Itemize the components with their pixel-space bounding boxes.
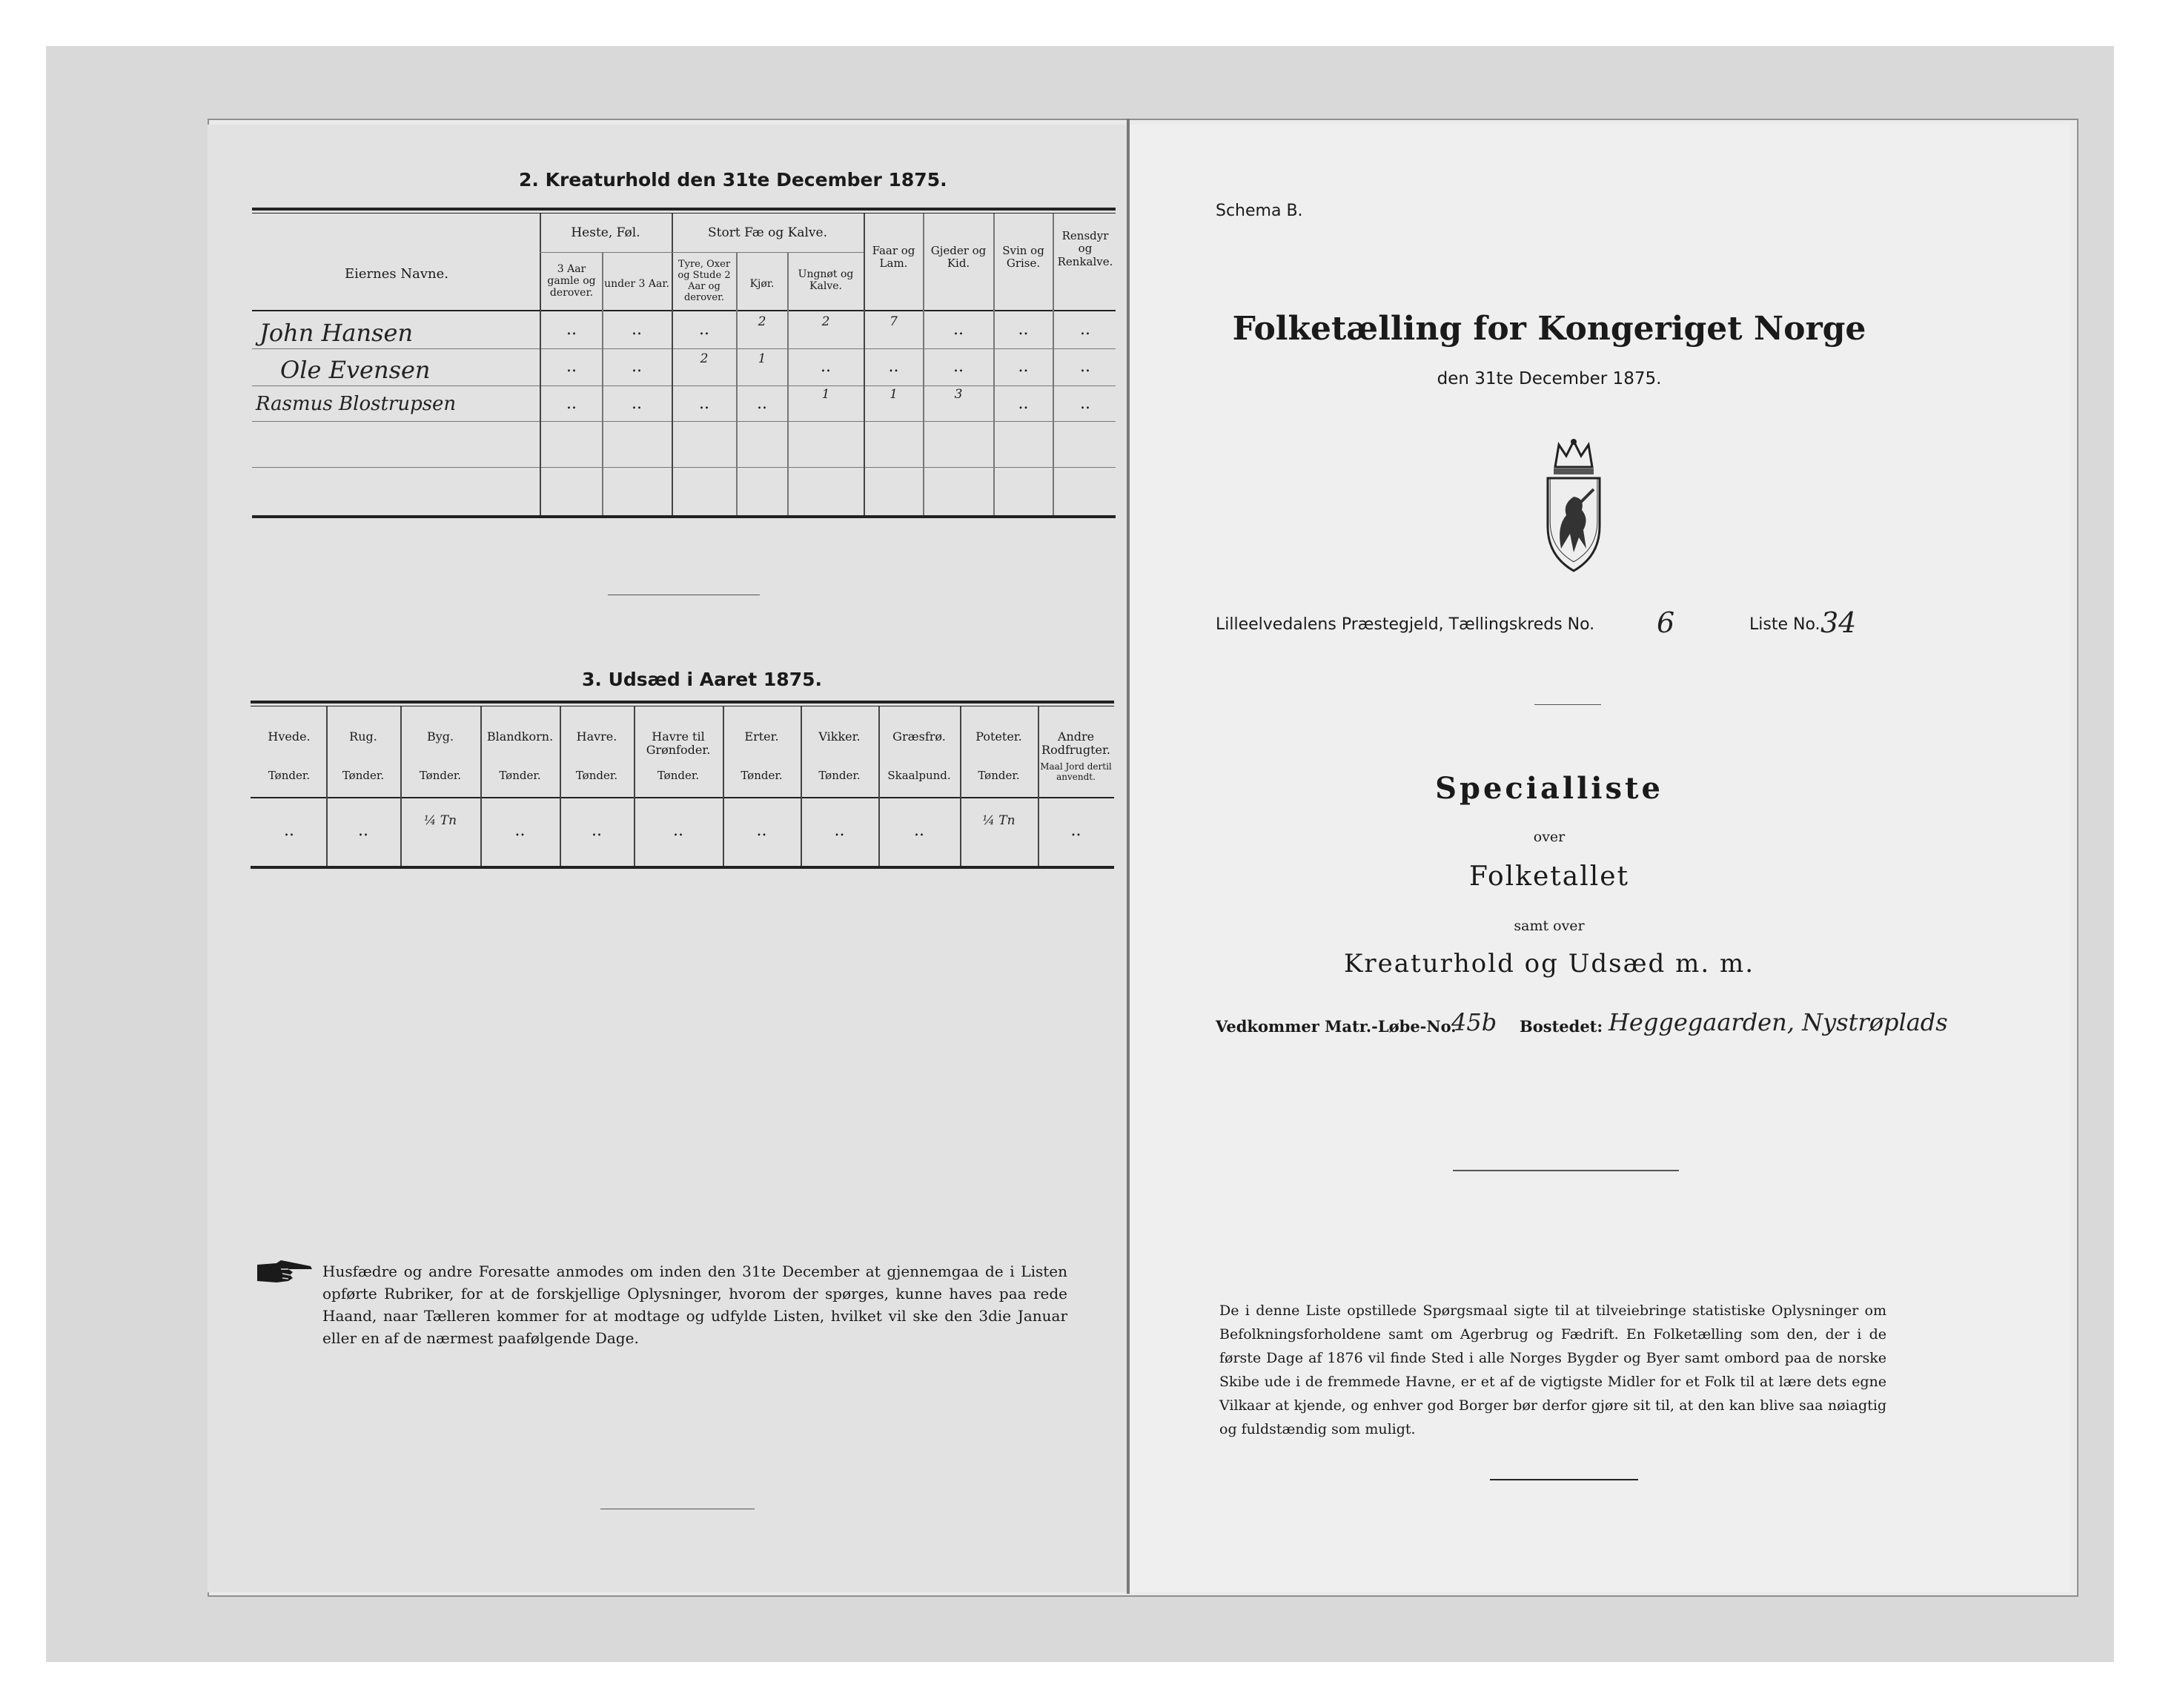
col-kjoer: Kjør. (749, 278, 775, 290)
col-ungnoet: Ungnøt og Kalve. (798, 268, 854, 293)
section2-title: 2. Kreaturhold den 31te December 1875. (519, 169, 947, 191)
bosted-value: Heggegaarden, Nystrøplads (1609, 1008, 1948, 1036)
speciallist-title: Specialliste (1435, 771, 1663, 806)
page-fold (1127, 119, 1130, 1594)
sowing-col-label: Blandkorn. (486, 729, 554, 744)
sowing-col-unit: Tønder. (818, 769, 861, 782)
sowing-col-label: Hvede. (268, 729, 311, 744)
bosted-label: Bostedet: (1520, 1017, 1603, 1036)
table2-top-rule (252, 208, 1116, 211)
col-gjeder: Gjeder og Kid. (930, 244, 987, 271)
sowing-value: ¼ Tn (982, 813, 1016, 828)
parish-line: Lilleelvedalens Præstegjeld, Tællingskreds No. (1216, 615, 1595, 634)
sowing-value: .. (834, 821, 845, 840)
matr-label: Vedkommer Matr.-Løbe-No. (1216, 1017, 1457, 1036)
sowing-value: .. (914, 821, 924, 840)
sowing-value: .. (514, 821, 526, 840)
sowing-col-label: Erter. (744, 729, 779, 744)
sowing-value: ¼ Tn (423, 813, 457, 828)
liste-number: 34 (1821, 606, 1857, 639)
divider (1453, 1170, 1679, 1171)
col-svin: Svin og Grise. (1002, 244, 1044, 271)
schema-label: Schema B. (1216, 202, 1303, 220)
sowing-col-unit: Tønder. (657, 769, 700, 782)
divider (1490, 1479, 1638, 1480)
sowing-col-label: Andre Rodfrugter. (1041, 729, 1110, 758)
table3-bottom-rule (251, 866, 1114, 869)
section3-title: 3. Udsæd i Aaret 1875. (582, 669, 822, 690)
col-owner-names: Eiernes Navne. (345, 266, 448, 282)
group-stort-fae: Stort Fæ og Kalve. (708, 225, 827, 240)
group-heste: Heste, Føl. (571, 225, 640, 240)
sowing-value: .. (592, 821, 602, 840)
folketallet-label: Folketallet (1468, 861, 1630, 892)
liste-label: Liste No. (1749, 615, 1821, 634)
sowing-col-unit: Tønder. (268, 769, 311, 782)
col-tyre: Tyre, Oxer og Stude 2 Aar og derover. (678, 259, 731, 303)
sowing-col-unit: Tønder. (342, 769, 385, 782)
info-paragraph: De i denne Liste opstillede Spørgsmaal sigte til at tilveiebringe statistiske Oplysninger om Befolkningsforholdene samt om Agerbrug og Fædrift. En Folketælling som den, der i de første Dage af 1876 vil finde Sted i alle Norges Bygder og Byer samt ombord paa de norske Skibe ude i de fremmede Havne, er et af de vigtigste Midler for et Folk til at lære dets egne Vilkaar at kjende, og enhver god Borger bør derfor gjøre sit til, at den kan blive saa nøiagtig og fuldstændig som muligt. (1219, 1302, 1886, 1437)
sowing-col-unit: Tønder. (419, 769, 462, 782)
sowing-col-unit: Tønder. (499, 769, 541, 782)
kreds-number: 6 (1657, 606, 1675, 639)
col-rensdyr: Rensdyr og Renkalve. (1057, 229, 1113, 268)
table2-header-rule (252, 310, 1116, 311)
samt-over-label: samt over (1514, 918, 1585, 934)
sowing-col-unit: Skaalpund. (887, 769, 951, 782)
sowing-col-label: Havre. (576, 729, 617, 744)
sowing-col-unit: Tønder. (978, 769, 1020, 782)
table3-header-rule (251, 797, 1114, 798)
table2-bottom-rule (252, 515, 1116, 518)
sowing-col-unit: Tønder. (741, 769, 783, 782)
kreaturhold-label: Kreaturhold og Udsæd m. m. (1343, 949, 1755, 979)
coat-of-arms-icon (1533, 437, 1614, 575)
matr-number: 45b (1451, 1008, 1497, 1036)
sowing-col-unit: Maal Jord dertil anvendt. (1040, 761, 1112, 782)
sowing-value: .. (358, 821, 368, 840)
householder-notice: Husfædre og andre Foresatte anmodes om inden den 31te December at gjennemgaa de i Listen opførte Rubriker, for at de forskjellige Oplysninger, hvorom der spørges, kunne haves paa rede Haand, naar Tælleren kommer for at modtage og udfylde Listen, hvilket vil ske den 3die Januar eller en af de nærmest paafølgende Dage. (322, 1262, 1067, 1347)
sowing-col-unit: Tønder. (575, 769, 618, 782)
col-heste-under3: under 3 Aar. (604, 278, 669, 290)
sowing-value: .. (284, 821, 294, 840)
sowing-col-label: Rug. (349, 729, 377, 744)
owner-name: Rasmus Blostrupsen (256, 393, 457, 415)
sowing-col-label: Græsfrø. (892, 729, 946, 744)
col-heste-3aar: 3 Aar gamle og derover. (547, 263, 596, 299)
sowing-col-label: Poteter. (975, 729, 1022, 744)
col-faar: Faar og Lam. (872, 244, 915, 271)
sowing-value: .. (673, 821, 683, 840)
form-date: den 31te December 1875. (1437, 369, 1662, 388)
table3-top-rule (251, 701, 1114, 704)
divider (1534, 704, 1601, 705)
sowing-value: .. (756, 821, 767, 840)
sowing-value: .. (1070, 821, 1081, 840)
sowing-col-label: Vikker. (818, 729, 861, 744)
owner-name: Ole Evensen (280, 356, 431, 384)
sowing-col-label: Havre til Grønfoder. (646, 729, 711, 758)
sowing-col-label: Byg. (426, 729, 454, 744)
over-label: over (1533, 829, 1566, 845)
owner-name: John Hansen (259, 319, 414, 347)
form-title: Folketælling for Kongeriget Norge (1232, 310, 1866, 348)
pointing-hand-icon (256, 1259, 314, 1284)
